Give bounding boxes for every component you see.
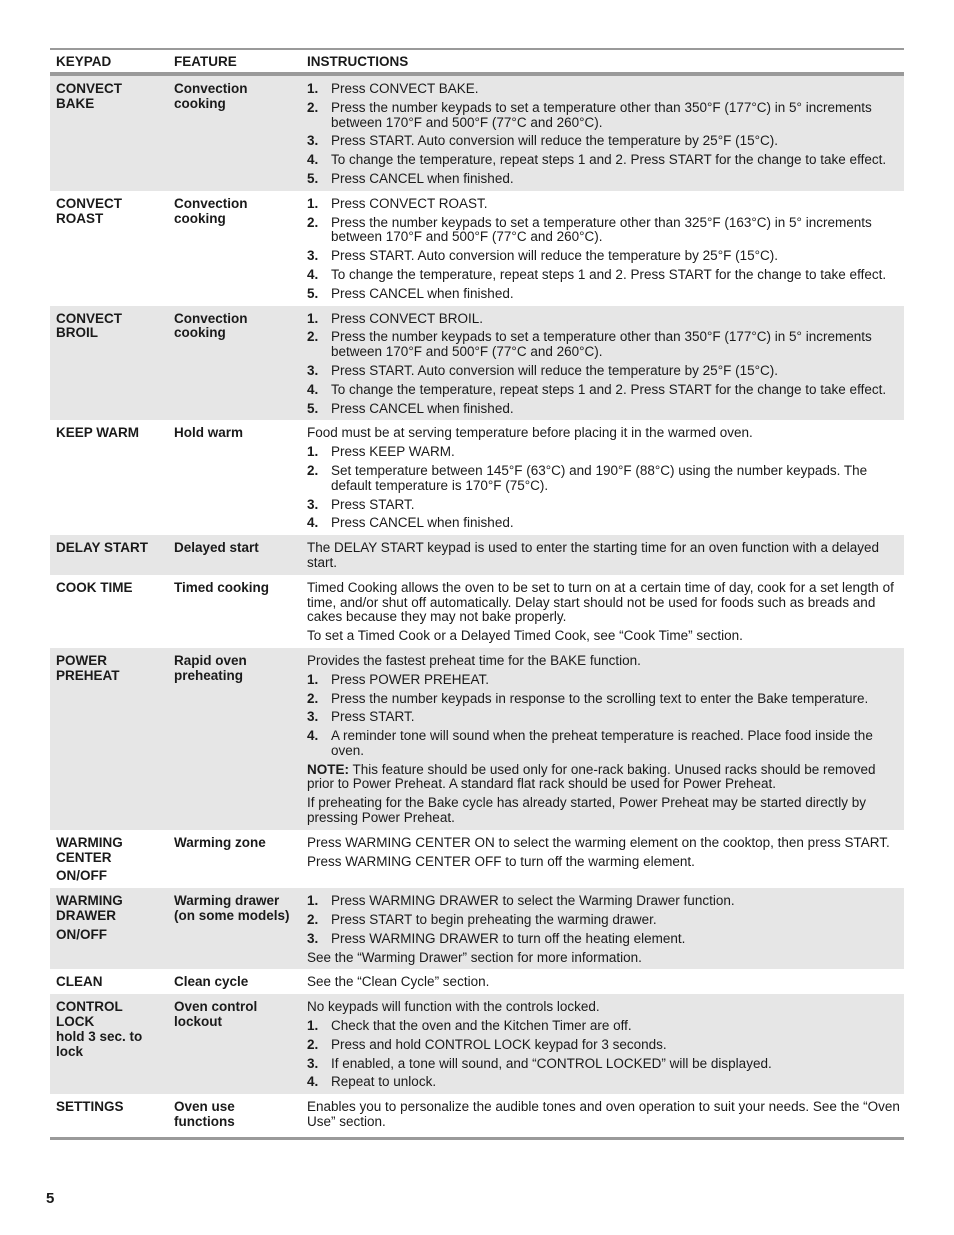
step-text: Press the number keypads in response to the scrolling text to enter the Bake temperature.	[331, 690, 869, 706]
keypad-name-line: LOCK	[56, 1014, 95, 1030]
keypad-name-line: CENTER	[56, 849, 112, 865]
step-number: 3.	[307, 362, 319, 378]
step-number: 2.	[307, 214, 319, 230]
step-text: Press CANCEL when finished.	[331, 170, 514, 186]
instruction-step	[307, 330, 900, 360]
feature-cell	[168, 575, 301, 648]
instruction-steps	[307, 894, 900, 946]
keypad-name-line: CONVECT	[56, 195, 123, 211]
header-keypad: KEYPAD	[50, 49, 168, 74]
instruction-steps	[307, 312, 900, 417]
keypad-cell	[50, 969, 168, 994]
step-text: Press CANCEL when finished.	[331, 285, 514, 301]
instruction-step	[307, 153, 900, 168]
keypad-name-line: ON/OFF	[56, 926, 107, 942]
feature-name-line: Convection	[174, 81, 248, 96]
feature-cell	[168, 830, 301, 888]
step-text: Press CANCEL when finished.	[331, 400, 514, 416]
feature-name-line: cooking	[174, 210, 226, 226]
keypad-cell	[50, 994, 168, 1094]
keypad-name-line: SETTINGS	[56, 1099, 124, 1115]
instruction-steps	[307, 82, 900, 187]
instruction-step	[307, 894, 900, 909]
instruction-step	[307, 312, 900, 327]
keypad-name-line: CONTROL	[56, 999, 123, 1015]
instruction-step	[307, 249, 900, 264]
instruction-step	[307, 445, 900, 460]
instructions-cell	[301, 830, 904, 888]
keypad-name-line: WARMING	[56, 893, 123, 909]
keypad-cell	[50, 535, 168, 575]
instruction-step	[307, 692, 900, 707]
keypad-name-line: CLEAN	[56, 974, 103, 990]
keypad-name-line: POWER	[56, 652, 108, 668]
instruction-paragraph: Press WARMING CENTER OFF to turn off the warming element.	[307, 853, 695, 869]
instructions-cell	[301, 1094, 904, 1138]
instruction-step	[307, 268, 900, 283]
instruction-steps	[307, 197, 900, 302]
instruction-step	[307, 673, 900, 688]
step-number: 3.	[307, 133, 319, 149]
step-number: 2.	[307, 99, 319, 115]
instructions-cell	[301, 994, 904, 1094]
step-text: To change the temperature, repeat steps 1 and 2. Press START for the change to take effect.	[331, 381, 887, 397]
instructions-cell	[301, 191, 904, 306]
table-row	[50, 535, 904, 575]
instructions-cell	[301, 969, 904, 994]
step-number: 1.	[307, 310, 319, 326]
instruction-paragraph: Timed Cooking allows the oven to be set to turn on at a certain time of day, cook for a set length of time, and/or shut off automatically. Delay start should not be used for foods such as breads and cakes because they may not bake properly.	[307, 579, 894, 625]
feature-name-line: Convection	[174, 310, 248, 326]
keypad-name-line: BROIL	[56, 325, 98, 341]
step-number: 3.	[307, 248, 319, 264]
step-number: 4.	[307, 728, 319, 744]
step-text: Press START. Auto conversion will reduce the temperature by 25°F (15°C).	[331, 133, 778, 149]
step-text: Repeat to unlock.	[331, 1074, 437, 1090]
feature-cell	[168, 994, 301, 1094]
instruction-paragraph: Press WARMING CENTER ON to select the warming element on the cooktop, then press START.	[307, 834, 890, 850]
feature-cell	[168, 191, 301, 306]
instruction-step	[307, 197, 900, 212]
table-body	[50, 74, 904, 1138]
table-row	[50, 969, 904, 994]
keypad-name-line: KEEP WARM	[56, 425, 140, 441]
instruction-step	[307, 402, 900, 417]
instruction-paragraph: To set a Timed Cook or a Delayed Timed Cook, see “Cook Time” section.	[307, 628, 743, 644]
step-text: To change the temperature, repeat steps 1 and 2. Press START for the change to take effect.	[331, 266, 887, 282]
step-number: 4.	[307, 1074, 319, 1090]
keypad-table-container	[50, 48, 904, 1140]
step-text: Press START. Auto conversion will reduce the temperature by 25°F (15°C).	[331, 362, 778, 378]
feature-name-line: Clean cycle	[174, 974, 249, 990]
keypad-cell	[50, 1094, 168, 1138]
feature-cell	[168, 969, 301, 994]
table-row	[50, 306, 904, 421]
note-text: This feature should be used only for one-rack baking. Unused racks should be removed prior to Power Preheat. A standard flat rack should be used for Power Preheat.	[307, 761, 876, 792]
step-text: Press CONVECT ROAST.	[331, 195, 488, 211]
keypad-cell	[50, 420, 168, 535]
keypad-name-line: CONVECT	[56, 310, 123, 326]
feature-name-line: preheating	[174, 667, 244, 683]
feature-name-line: Warming zone	[174, 834, 266, 850]
step-number: 1.	[307, 444, 319, 460]
step-text: Press START.	[331, 496, 415, 512]
feature-name-line: Hold warm	[174, 425, 244, 441]
instruction-step	[307, 172, 900, 187]
step-number: 5.	[307, 285, 319, 301]
instruction-paragraph: Food must be at serving temperature before placing it in the warmed oven.	[307, 425, 753, 441]
step-number: 1.	[307, 81, 319, 96]
table-row	[50, 648, 904, 830]
step-number: 2.	[307, 1036, 319, 1052]
step-number: 1.	[307, 671, 319, 687]
instruction-paragraph: Enables you to personalize the audible tones and oven operation to suit your needs. See the “Oven Use” section.	[307, 1099, 900, 1130]
step-text: Press CONVECT BAKE.	[331, 81, 479, 96]
step-number: 4.	[307, 381, 319, 397]
table-row	[50, 420, 904, 535]
step-text: Press and hold CONTROL LOCK keypad for 3 seconds.	[331, 1036, 667, 1052]
instruction-step	[307, 464, 900, 494]
table-header-row	[50, 49, 904, 74]
step-number: 4.	[307, 515, 319, 531]
step-text: Press POWER PREHEAT.	[331, 671, 490, 687]
header-feature: FEATURE	[168, 49, 301, 74]
instruction-step	[307, 710, 900, 725]
step-text: To change the temperature, repeat steps 1 and 2. Press START for the change to take effect.	[331, 152, 887, 168]
instruction-step	[307, 216, 900, 246]
instruction-paragraph: No keypads will function with the controls locked.	[307, 999, 600, 1015]
instruction-step	[307, 1075, 900, 1090]
feature-name-line: cooking	[174, 325, 226, 341]
step-text: Check that the oven and the Kitchen Timer are off.	[331, 1018, 632, 1034]
instructions-cell	[301, 575, 904, 648]
step-text: Press CANCEL when finished.	[331, 515, 514, 531]
instructions-cell	[301, 535, 904, 575]
step-text: If enabled, a tone will sound, and “CONTROL LOCKED” will be displayed.	[331, 1055, 772, 1071]
feature-name-line: Warming drawer	[174, 893, 280, 909]
feature-name-line: cooking	[174, 95, 226, 111]
instruction-step	[307, 101, 900, 131]
step-text: Press KEEP WARM.	[331, 444, 455, 460]
step-number: 4.	[307, 266, 319, 282]
feature-name-line: Oven use	[174, 1099, 235, 1115]
step-text: Press the number keypads to set a temperature other than 325°F (163°C) in 5° increments between 170°F and 500°F (77°C and 260°C).	[331, 214, 872, 245]
feature-name-line: lockout	[174, 1014, 223, 1030]
table-row	[50, 994, 904, 1094]
keypad-cell	[50, 74, 168, 191]
feature-cell	[168, 306, 301, 421]
instruction-steps	[307, 445, 900, 531]
feature-name-line: Timed cooking	[174, 579, 270, 595]
table-row	[50, 191, 904, 306]
step-number: 2.	[307, 329, 319, 345]
instruction-step	[307, 498, 900, 513]
feature-cell	[168, 535, 301, 575]
step-number: 3.	[307, 1055, 319, 1071]
step-text: Press CONVECT BROIL.	[331, 310, 484, 326]
step-number: 1.	[307, 195, 319, 211]
step-text: Press START.	[331, 709, 415, 725]
keypad-cell	[50, 575, 168, 648]
instruction-paragraph: See the “Warming Drawer” section for more information.	[307, 949, 642, 965]
step-number: 2.	[307, 462, 319, 478]
instruction-step	[307, 729, 900, 759]
keypad-cell	[50, 888, 168, 969]
step-number: 5.	[307, 170, 319, 186]
instruction-step	[307, 383, 900, 398]
step-text: Press the number keypads to set a temperature other than 350°F (177°C) in 5° increments between 170°F and 500°F (77°C and 260°C).	[331, 99, 872, 130]
feature-name-line: Oven control	[174, 999, 258, 1015]
feature-cell	[168, 74, 301, 191]
keypad-name-line: lock	[56, 1043, 84, 1059]
instructions-cell	[301, 888, 904, 969]
note-label: NOTE:	[307, 761, 349, 777]
step-number: 3.	[307, 930, 319, 946]
keypad-name-line: WARMING	[56, 834, 123, 850]
instruction-steps	[307, 673, 900, 759]
step-number: 3.	[307, 496, 319, 512]
keypad-name-line: DELAY START	[56, 540, 149, 556]
instruction-step	[307, 287, 900, 302]
feature-cell	[168, 420, 301, 535]
step-number: 1.	[307, 893, 319, 909]
step-text: Press START to begin preheating the warming drawer.	[331, 912, 657, 928]
keypad-cell	[50, 648, 168, 830]
step-number: 5.	[307, 400, 319, 416]
instruction-paragraph: If preheating for the Bake cycle has already started, Power Preheat may be started directly by pressing Power Preheat.	[307, 795, 867, 826]
keypad-cell	[50, 191, 168, 306]
keypad-name-line: hold 3 sec. to	[56, 1028, 143, 1044]
instruction-step	[307, 1057, 900, 1072]
header-instructions: INSTRUCTIONS	[301, 49, 904, 74]
keypad-name-line: ROAST	[56, 210, 104, 226]
step-number: 2.	[307, 690, 319, 706]
feature-name-line: Convection	[174, 195, 248, 211]
step-number: 3.	[307, 709, 319, 725]
keypad-cell	[50, 306, 168, 421]
feature-name-line: (on some models)	[174, 908, 290, 924]
feature-name-line: Delayed start	[174, 540, 259, 556]
instruction-paragraph: Provides the fastest preheat time for the BAKE function.	[307, 652, 641, 668]
keypad-name-line: BAKE	[56, 95, 95, 111]
instruction-step	[307, 1019, 900, 1034]
instruction-step	[307, 913, 900, 928]
step-text: A reminder tone will sound when the preheat temperature is reached. Place food inside the oven.	[331, 728, 873, 758]
instructions-cell	[301, 420, 904, 535]
step-text: Press WARMING DRAWER to select the Warming Drawer function.	[331, 893, 735, 909]
table-row	[50, 74, 904, 191]
instruction-paragraph: See the “Clean Cycle” section.	[307, 974, 490, 990]
step-number: 4.	[307, 152, 319, 168]
step-text: Press START. Auto conversion will reduce the temperature by 25°F (15°C).	[331, 248, 778, 264]
keypad-name-line: CONVECT	[56, 81, 123, 96]
table-row	[50, 888, 904, 969]
instruction-step	[307, 516, 900, 531]
instruction-step	[307, 1038, 900, 1053]
step-text: Press WARMING DRAWER to turn off the heating element.	[331, 930, 686, 946]
instructions-cell	[301, 74, 904, 191]
note-paragraph	[307, 763, 900, 793]
table-row	[50, 575, 904, 648]
instruction-step	[307, 364, 900, 379]
keypad-cell	[50, 830, 168, 888]
keypad-name-line: COOK TIME	[56, 579, 133, 595]
feature-cell	[168, 1094, 301, 1138]
table-row	[50, 1094, 904, 1138]
instructions-cell	[301, 306, 904, 421]
keypad-name-line: PREHEAT	[56, 667, 120, 683]
feature-cell	[168, 648, 301, 830]
instruction-steps	[307, 1019, 900, 1090]
instruction-step	[307, 932, 900, 947]
step-text: Press the number keypads to set a temperature other than 350°F (177°C) in 5° increments between 170°F and 500°F (77°C and 260°C).	[331, 329, 872, 360]
step-number: 2.	[307, 912, 319, 928]
feature-name-line: functions	[174, 1114, 235, 1130]
keypad-feature-table	[50, 48, 904, 1140]
instruction-paragraph: The DELAY START keypad is used to enter the starting time for an oven function with a delayed start.	[307, 540, 880, 570]
instruction-step	[307, 134, 900, 149]
page-number: 5	[46, 1190, 55, 1207]
table-row	[50, 830, 904, 888]
instructions-cell	[301, 648, 904, 830]
feature-name-line: Rapid oven	[174, 652, 247, 668]
feature-cell	[168, 888, 301, 969]
keypad-name-line: ON/OFF	[56, 868, 107, 884]
keypad-name-line: DRAWER	[56, 908, 116, 924]
step-text: Set temperature between 145°F (63°C) and 190°F (88°C) using the number keypads. The default temperature is 170°F (75°C).	[331, 462, 868, 493]
instruction-step	[307, 82, 900, 97]
step-number: 1.	[307, 1018, 319, 1034]
